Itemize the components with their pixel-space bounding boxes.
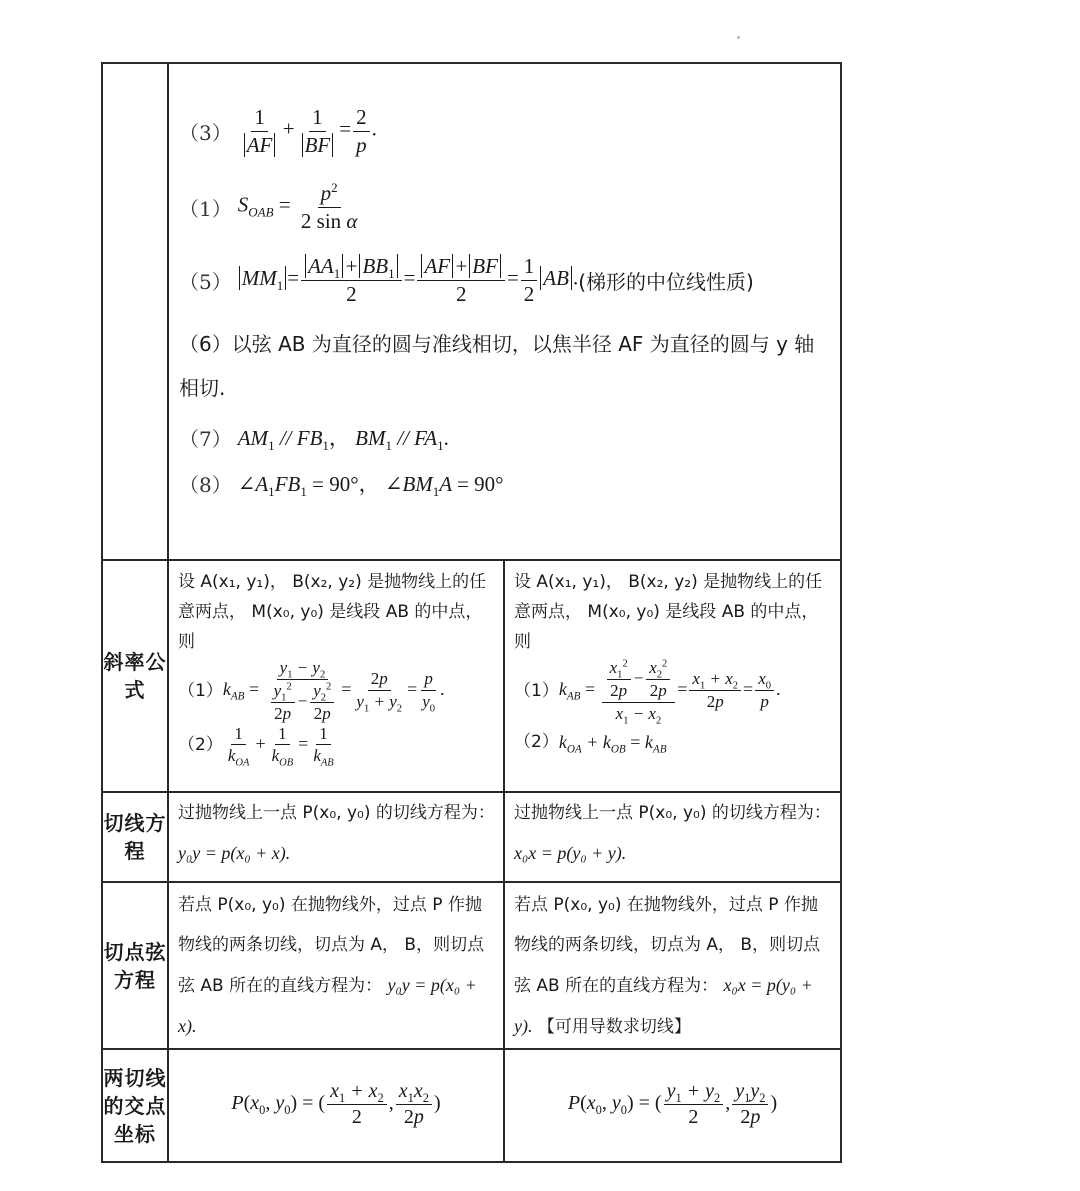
tangent-left-cell: 过抛物线上一点 P(x₀, y₀) 的切线方程为： y₀y = p(x₀ + x). [168,792,504,882]
intersection-header: 两切线的交点坐标 [102,1049,168,1162]
properties-cell [168,63,841,560]
chord-left-cell: 若点 P(x₀, y₀) 在抛物线外，过点 P 作抛物线的两条切线，切点为 A， B，则切点弦 AB 所在的直线方程为： y₀y = p(x₀ + x). [168,882,504,1049]
property-7: （7） $AM_1 // FB_1$， $BM_1 // FA_1$. [179,426,449,454]
property-8: （8） $\angle A_1FB_1 = 90^\circ$， $\angle BM_1A = 90^\circ$ [179,472,504,500]
intersection-row [102,1049,841,1162]
property-3: （3） $\frac{1}{AF}$ + $\frac{1}{BF}$ = $\frac{2}{p}$ . [179,105,377,157]
slope-right-cell: 设 A(x₁, y₁)， B(x₂, y₂) 是抛物线上的任意两点， M(x₀, y₀) 是线段 AB 的中点，则 （1） $k_{AB}$ = $\frac{x_1^2}{2p}$ − $\frac{x_2^2}{2p}$ $x_1 - x_2$ = $\frac{x_1 + x_2}{2p}$ = $\frac{x_0}{p}$ . （2） $k_{OA} + k_{OB} = k_{AB}$ [504,560,841,792]
slope-right-formula-2: （2） $k_{OA} + k_{OB} = k_{AB}$ [514,731,667,756]
chord-of-contact-header: 切点弦方程 [102,882,168,1049]
slope-header: 斜率公式 [102,560,168,792]
chord-right-cell: 若点 P(x₀, y₀) 在抛物线外，过点 P 作抛物线的两条切线，切点为 A， B，则切点弦 AB 所在的直线方程为： x₀x = p(y₀ + y). 【可用导数求切线】 [504,882,841,1049]
stray-dot [737,36,740,39]
slope-left-formula-1: （1） $k_{AB}$ = $y_1 - y_2$ $\frac{y_1^2}{2p}$ − $\frac{y_2^2}{2p}$ = $\frac{2p}{y_1 + y_2}$ = $\frac{p}{y_0}$ . [178,658,445,723]
property-5: （5） $MM_1$ = $\frac{AA_1 + BB_1}{2}$ = $\frac{AF + BF}{2}$ = $\frac{1}{2}$ AB . (梯形的中位线性质) [179,254,754,306]
slope-left-formula-2: （2） $\frac{1}{k_{OA}}$ + $\frac{1}{k_{OB}}$ = $\frac{1}{k_{AB}}$ [178,723,334,769]
parabola-properties-table [101,62,842,1163]
slope-row [102,560,841,792]
property-6: （6）以弦 AB 为直径的圆与准线相切，以焦半径 AF 为直径的圆与 y 轴 相切. [179,332,815,400]
tangent-row [102,792,841,882]
properties-header-cell [102,63,168,560]
property-1: （1） $S_{OAB}$ = $\frac{p^2}{\text{2 sin α}}$ [179,180,358,233]
slope-left-cell: 设 A(x₁, y₁)， B(x₂, y₂) 是抛物线上的任意两点， M(x₀, y₀) 是线段 AB 的中点，则 （1） $k_{AB}$ = $y_1 - y_2$ $\frac{y_1^2}{2p}$ − $\frac{y_2^2}{2p}$ = $\frac{2p}{y_1 + y_2}$ = $\frac{p}{y_0}$ . （2） $\frac{1}{k_{OA}}$ + $\frac{1}{k_{OB}}$ = $\frac{1}{k_{AB}}$ [168,560,504,792]
tangent-header: 切线方程 [102,792,168,882]
intersection-right-cell: $P(x_0$, $y_0$) = ( $\frac{y_1 + y_2}{2}$ , $\frac{y_1y_2}{2p}$ ) [504,1049,841,1162]
properties-row [102,63,841,560]
slope-right-formula-1: （1） $k_{AB}$ = $\frac{x_1^2}{2p}$ − $\frac{x_2^2}{2p}$ $x_1 - x_2$ = $\frac{x_1 + x_2}{2p}$ = $\frac{x_0}{p}$ . [514,658,781,727]
tangent-right-cell: 过抛物线上一点 P(x₀, y₀) 的切线方程为： x₀x = p(y₀ + y). [504,792,841,882]
chord-of-contact-row [102,882,841,1049]
intersection-left-cell: $P(x_0$, $y_0$) = ( $\frac{x_1 + x_2}{2}$ , $\frac{x_1x_2}{2p}$ ) [168,1049,504,1162]
